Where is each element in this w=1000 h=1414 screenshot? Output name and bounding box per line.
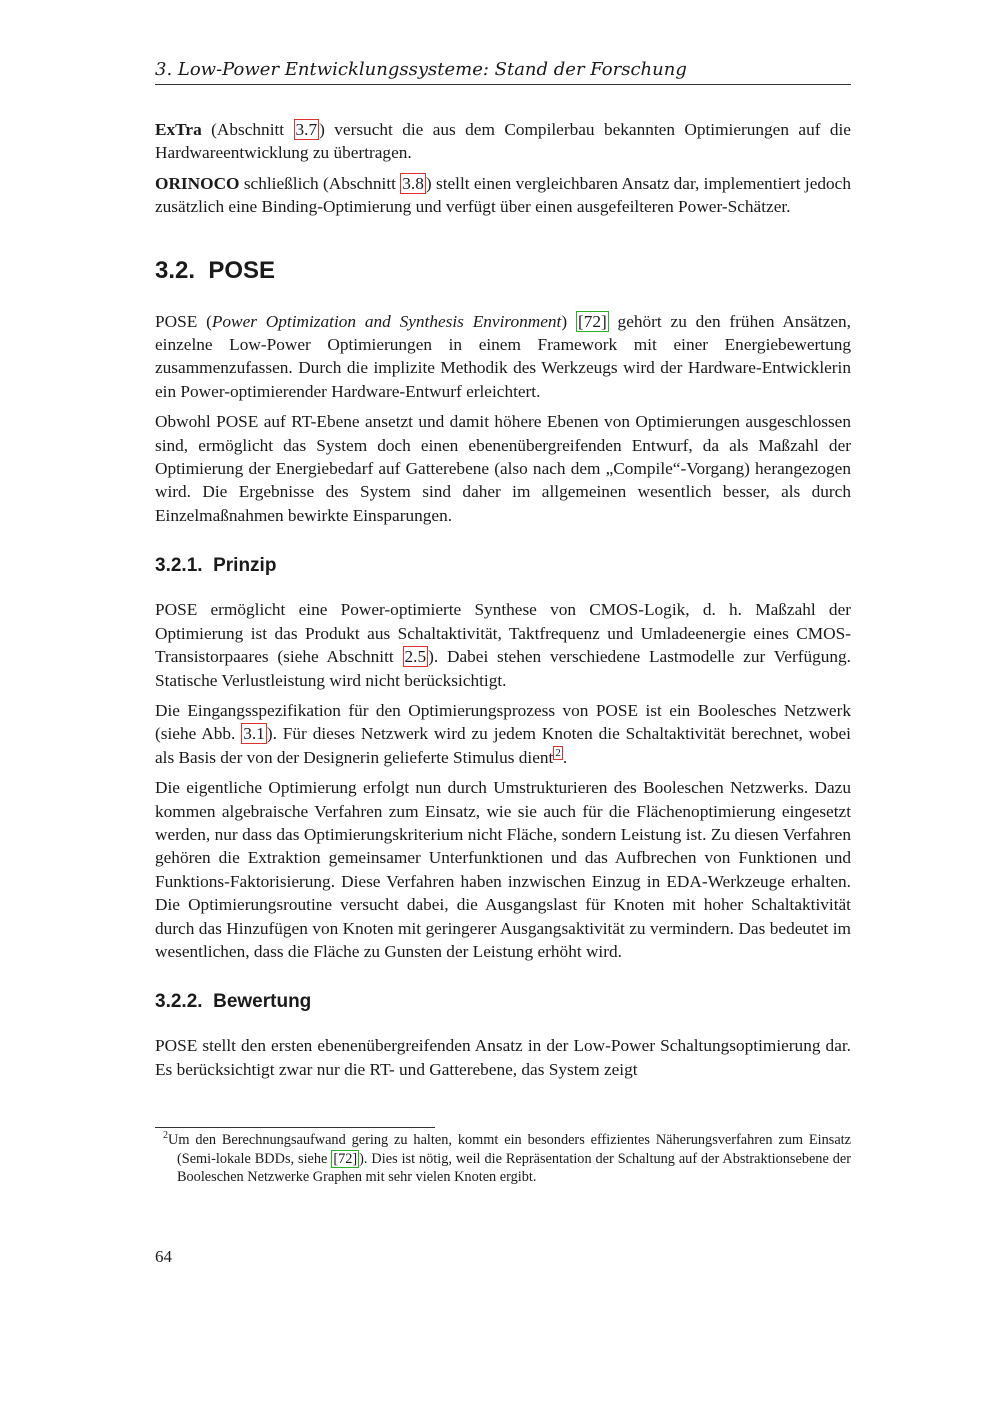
section-ref-link[interactable]: 2.5 bbox=[404, 647, 427, 667]
subsection-title: Prinzip bbox=[213, 555, 277, 577]
paragraph-prinzip-2 bbox=[155, 699, 851, 769]
term-orinoco: ORINOCO bbox=[155, 173, 240, 193]
page-body bbox=[155, 118, 851, 1088]
text-span: Um den Berechnungsaufwand gering zu halten, kommt ein besonders effizientes Näherungsverfahren zum Einsatz (Semi-lokale BDDs, siehe bbox=[168, 1132, 851, 1167]
text-span: POSE ermöglicht eine Power-optimierte Synthese von CMOS-Logik, d. h. Maßzahl der Optimierung ist das Produkt aus Schaltaktivität, Taktfrequenz und Umladeenergie eines CMOS-Transistorpaares (siehe Abschnitt bbox=[155, 600, 851, 667]
section-heading bbox=[155, 256, 851, 286]
footnote-divider bbox=[155, 1127, 435, 1128]
subsection-heading-prinzip bbox=[155, 554, 851, 578]
text-span: schließlich (Abschnitt bbox=[239, 173, 401, 193]
paragraph-bewertung-1: POSE stellt den ersten ebenenübergreifenden Ansatz in der Low-Power Schaltungsoptimierung dar. Es berücksichtigt zwar nur die RT- und Gatterebene, das System zeigt bbox=[155, 1036, 851, 1079]
text-span: ). Dabei stehen verschiedene Lastmodelle zur Verfügung. Statische Verlustleistung wird nicht berücksichtigt. bbox=[155, 647, 851, 690]
text-span: (Abschnitt bbox=[201, 120, 294, 139]
subsection-number: 3.2.2. bbox=[155, 991, 203, 1013]
paragraph-pose-rt: Obwohl POSE auf RT-Ebene ansetzt und damit höhere Ebenen von Optimierungen ausgeschlossen sind, ermöglicht das System doch einen ebenenübergreifenden Entwurf, da als Maßzahl der Optimierung der Energiebedarf auf Gatterebene (also nach dem „Compile“-Vorgang) herangezogen wird. Die Ergebnisse des System sind daher im allgemeinen wesentlich besser, als durch Einzelmaßnahmen bewirkte Einsparungen. bbox=[155, 412, 851, 525]
paragraph-prinzip-1 bbox=[155, 598, 851, 692]
section-title: POSE bbox=[208, 256, 276, 284]
paragraph-prinzip-3: Die eigentliche Optimierung erfolgt nun durch Umstrukturieren des Booleschen Netzwerks. Dazu kommen algebraische Verfahren zum Einsatz, wie sie auch für die Flächenoptimierung eingesetzt werden, nur dass das Optimierungskriterium nicht Fläche, sondern Leistung ist. Zu diesen Verfahren gehören die Extraktion gemeinsamer Unterfunktionen und das Aufbrechen von Funktionen und Funktions-Faktorisierung. Diese Verfahren haben inzwischen Einzug in EDA-Werkzeuge erhalten. Die Optimierungsroutine versucht dabei, die Ausgangslast für Knoten mit hoher Schaltaktivität durch das Hinzufügen von Knoten mit geringerer Ausgangsaktivität zu vermindern. Das bedeutet im wesentlichen, dass die Fläche zu Gunsten der Leistung erhöht wird. bbox=[155, 778, 851, 961]
italic-term: Power Optimization and Synthesis Environment bbox=[211, 311, 562, 331]
figure-ref-link[interactable]: 3.1 bbox=[243, 724, 265, 744]
section-ref-link[interactable]: 3.7 bbox=[295, 120, 318, 139]
subsection-number: 3.2.1. bbox=[155, 555, 203, 577]
section-number: 3.2. bbox=[155, 256, 196, 284]
text-span: ) stellt einen vergleichbaren Ansatz dar, implementiert jedoch zusätzlich eine Binding-Optimierung und verfügt über einen ausgefeilteren Power-Schätzer. bbox=[155, 173, 851, 217]
footnote-mark-link[interactable]: 2 bbox=[555, 746, 561, 759]
text-span: ). Für dieses Netzwerk wird zu jedem Knoten die Schaltaktivität berechnet, wobei als Basis der von der Designerin gelieferte Stimulus dient bbox=[155, 724, 851, 767]
text-span: POSE ( bbox=[155, 311, 212, 331]
page-number: 64 bbox=[155, 1247, 172, 1266]
footnote bbox=[155, 1131, 851, 1187]
text-span: Die Eingangsspezifikation für den Optimierungsprozess von POSE ist ein Boolesches Netzwerk (siehe Abb. bbox=[155, 700, 851, 744]
footnote-number: 2 bbox=[163, 1130, 168, 1142]
paragraph-pose-intro bbox=[155, 310, 851, 404]
text-span: ). Dies ist nötig, weil die Repräsentation der Schaltung auf der Abstraktionsebene der Booleschen Netzwerke Graphen mit sehr vielen Knoten ergibt. bbox=[177, 1150, 851, 1185]
paragraph-orinoco bbox=[155, 172, 851, 219]
text-span: gehört zu den frühen Ansätzen, einzelne Low-Power Optimierungen in einem Framework mit einer Energiebewertung zusammenzufassen. Durch die implizite Methodik des Werkzeugs wird der Hardware-Entwicklerin ein Power-optimierender Hardware-Entwurf erleichtert. bbox=[155, 311, 851, 401]
subsection-title: Bewertung bbox=[213, 991, 312, 1013]
text-span: . bbox=[562, 747, 568, 767]
paragraph-extra bbox=[155, 118, 851, 165]
citation-link[interactable]: [72] bbox=[333, 1150, 358, 1167]
citation-link[interactable]: [72] bbox=[577, 311, 607, 331]
subsection-heading-bewertung bbox=[155, 990, 851, 1014]
section-ref-link[interactable]: 3.8 bbox=[402, 173, 424, 193]
term-extra: ExTra bbox=[155, 120, 202, 139]
running-header: 3. Low-Power Entwicklungssysteme: Stand der Forschung bbox=[155, 58, 851, 85]
text-span: ) versucht die aus dem Compilerbau bekannten Optimierungen auf die Hardwareentwicklung zu übertragen. bbox=[155, 120, 851, 163]
text-span: ) bbox=[561, 311, 576, 331]
